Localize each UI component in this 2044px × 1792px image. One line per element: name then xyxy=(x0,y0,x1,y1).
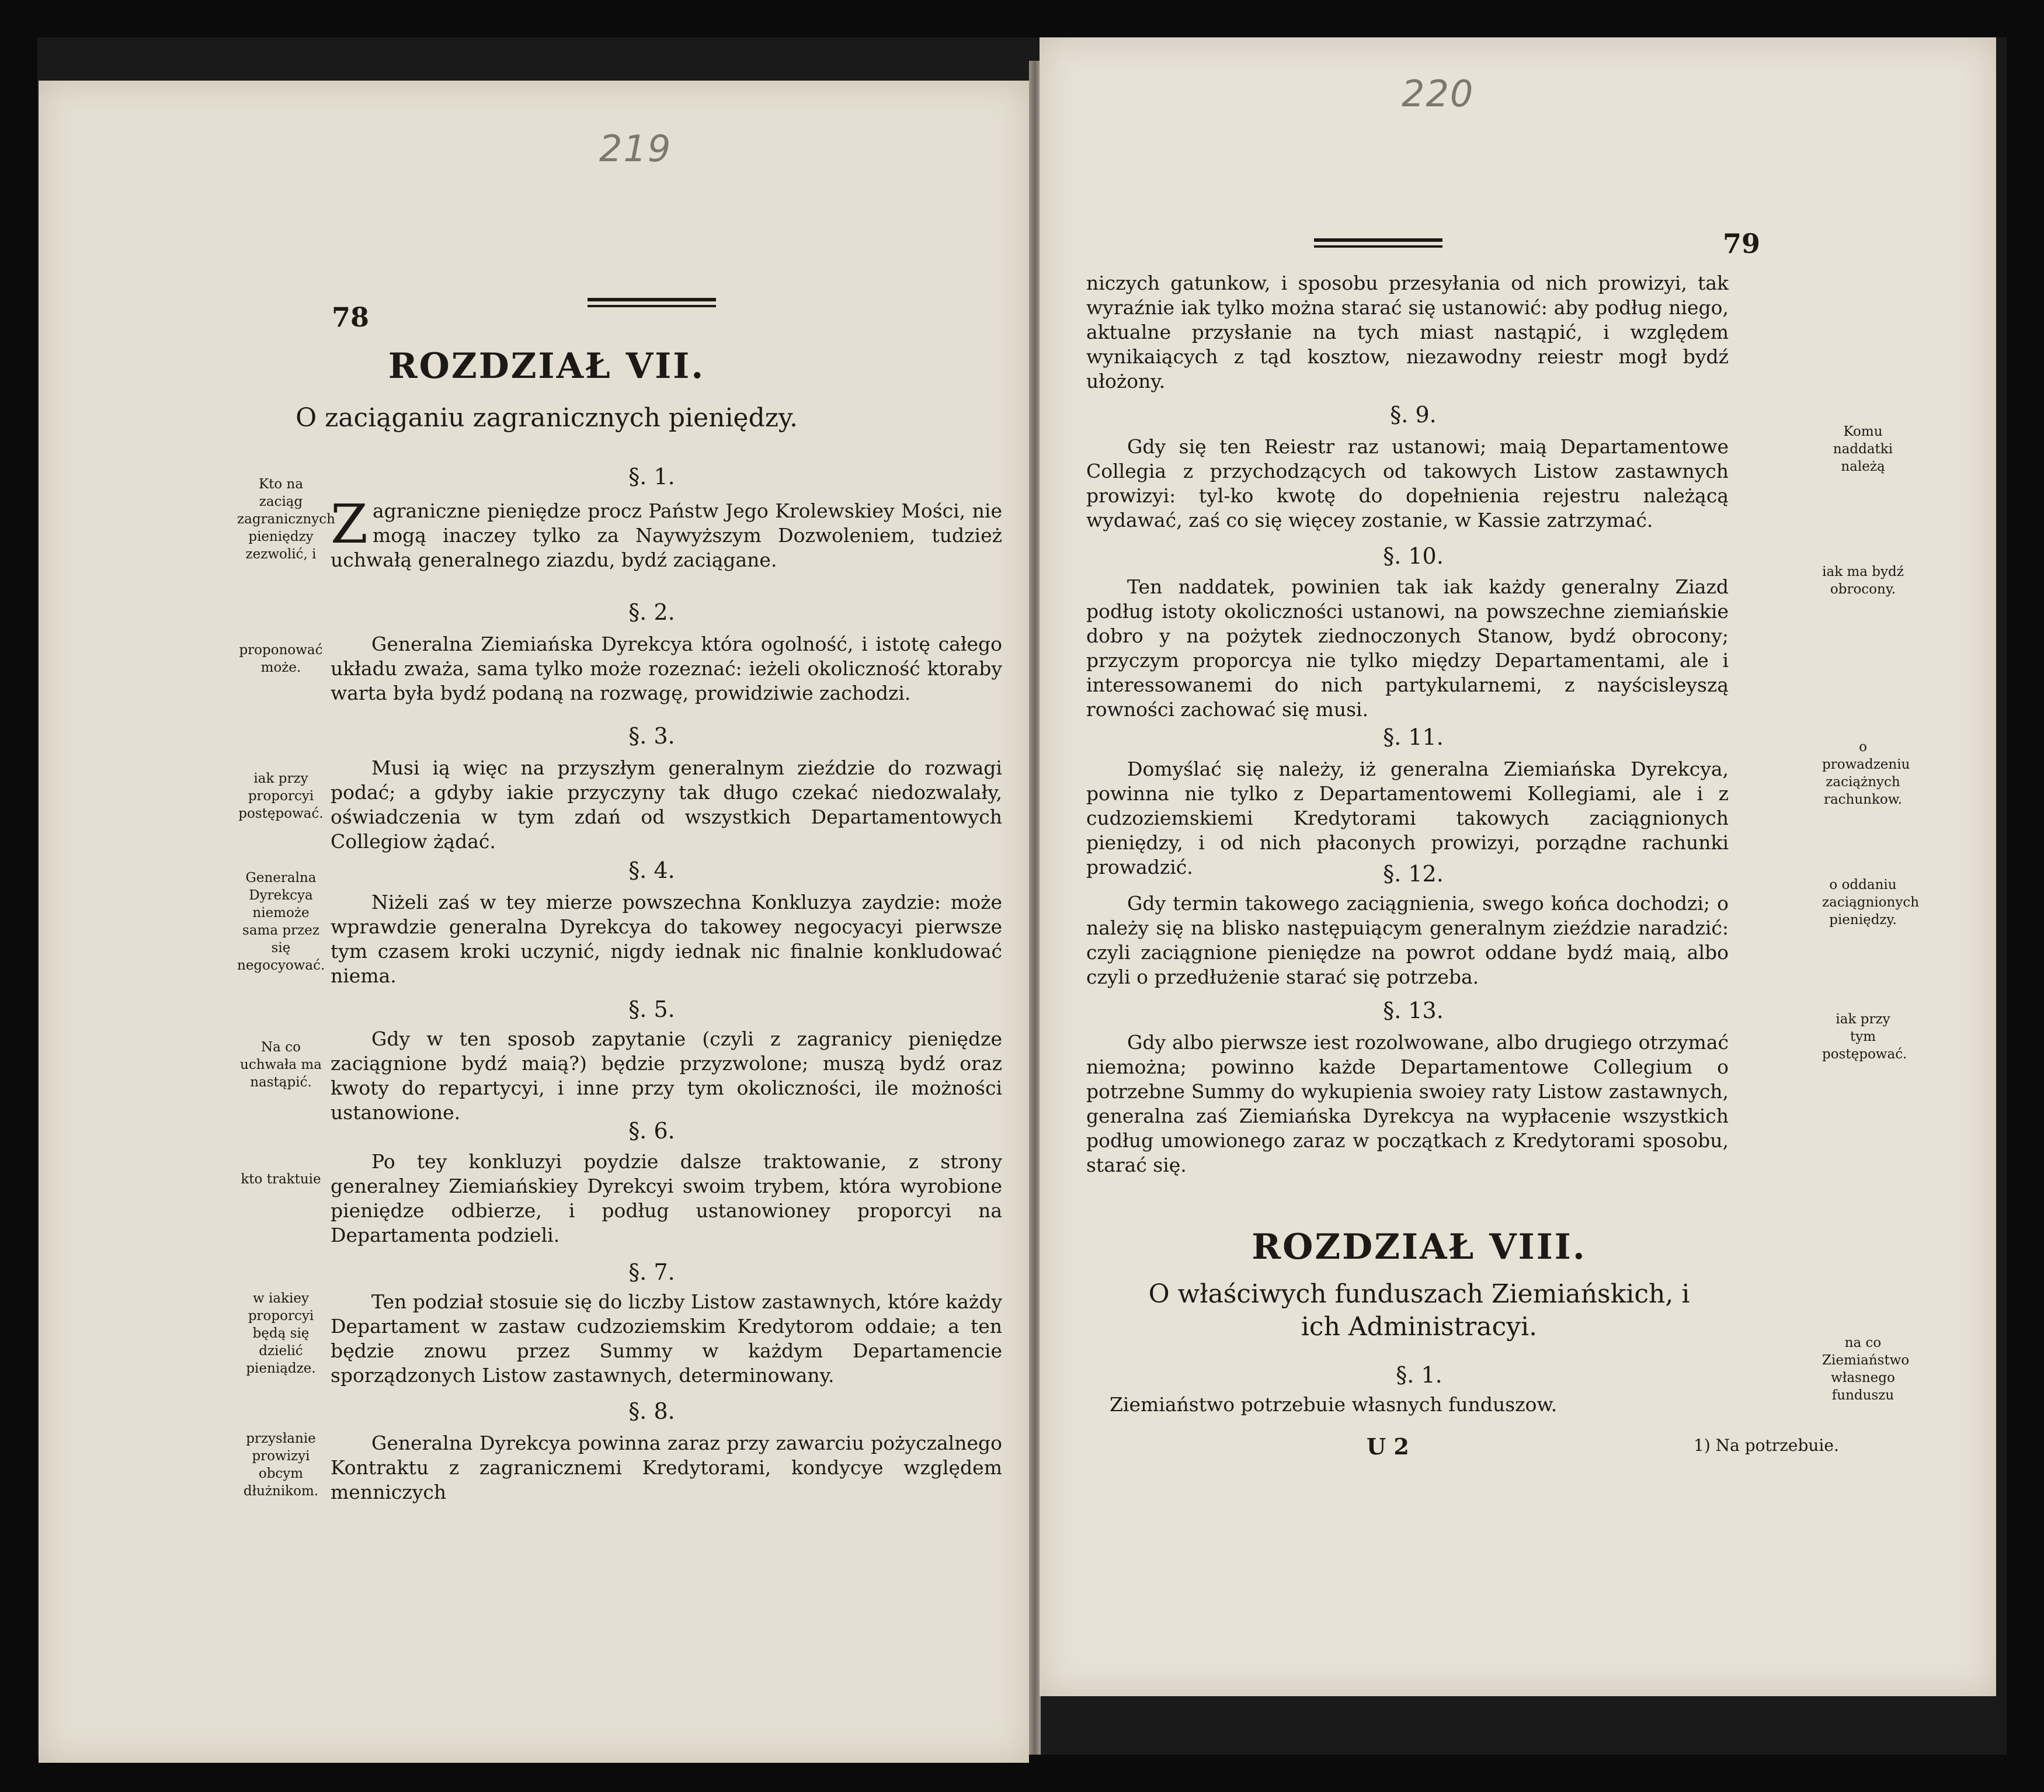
section-paragraph: Musi ią więc na przyszłym generalnym zieździe do rozwagi podać; a gdyby iakie przyczyny tak długo czekać niedozwalały, oświadczenia w tym zdań od wszystkich Departamentowych Collegiow żądać. xyxy=(331,756,1002,853)
margin-note: o prowadzeniu zaciążnych rachunkow. xyxy=(1822,739,1910,807)
left-header-rule xyxy=(588,298,716,307)
intro-paragraph: niczych gatunkow, i sposobu przesyłania od nich prowizyi, tak wyraźnie iak tylko można starać się ustanowić: aby podług niego, aktualne przysłanie na tych miast nastąpić, i względem wynikaiących z tąd kosztow, niezawodny reiestr mogł bydź ułożony. xyxy=(1086,272,1729,393)
section-mark: §. 2. xyxy=(628,599,675,625)
section-paragraph: Po tey konkluzyi poydzie dalsze traktowanie, z strony generalney Ziemiańskiey Dyrekcyi swoim trybem, która wyrobione pieniędze odbierze, i podług ustanowioney proporcyi na Departamenta podzieli. xyxy=(331,1150,1002,1246)
section-paragraph xyxy=(331,493,1002,572)
book-gutter xyxy=(1029,61,1041,1755)
section-mark: §. 8. xyxy=(628,1398,675,1424)
section-mark: §. 1. xyxy=(628,464,675,489)
right-handwritten-number: 220 xyxy=(1402,72,1475,115)
section-mark: §. 13. xyxy=(1383,998,1444,1023)
section-mark: §. 12. xyxy=(1383,861,1444,887)
book-spread xyxy=(37,37,2007,1755)
right-page-number: 79 xyxy=(1723,228,1761,259)
margin-note: kto traktuie xyxy=(241,1172,321,1187)
section-paragraph: Gdy termin takowego zaciągnienia, swego końca dochodzi; o należy się na blisko następuiącym generalnym zieździe naradzić: czyli zaciągnione pieniędze na powrot oddane bydź maią, albo czyli o przedłużenie starać się potrzeba. xyxy=(1086,892,1729,988)
margin-note: Na co uchwała ma nastąpić. xyxy=(240,1040,322,1090)
margin-note: Generalna Dyrekcya niemoże sama przez się negocyować. xyxy=(237,870,325,973)
right-page xyxy=(1040,37,1996,1696)
section-paragraph: Ten naddatek, powinien tak iak każdy generalny Ziazd podług istoty okoliczności ustanowi, na powszechne ziemiańskie dobro y na pożytek ziednoczonych Stanow, bydź obrocony; przyczym proporcya nie tylko między Departamentami, ale i interessowanemi do nich partykularnemi, z nayścisleyszą rowności zachować się musi. xyxy=(1086,575,1729,721)
left-handwritten-number: 219 xyxy=(599,127,672,170)
section-mark: §. 10. xyxy=(1383,543,1444,569)
section-paragraph: Ten podział stosuie się do liczby Listow zastawnych, które każdy Departament w zastaw cudzoziemskim Kredytorom oddaie; a ten będzie znowu przez Summy w każdym Departamencie sporządzonych Listow zastawnych, determinowany. xyxy=(331,1290,1002,1387)
section-mark: §. 1. xyxy=(1396,1362,1442,1388)
right-header-rule xyxy=(1314,238,1442,248)
section-mark: §. 11. xyxy=(1383,724,1444,750)
chapter-subtitle-viii: O właściwych funduszach Ziemiańskich, i ich Administracyi. xyxy=(1148,1279,1690,1342)
margin-note: Kto na zaciąg zagranicznych pieniędzy zezwolić, i xyxy=(237,477,335,562)
section-mark: §. 6. xyxy=(628,1118,675,1144)
final-paragraph: Ziemiaństwo potrzebuie własnych funduszow. xyxy=(1110,1393,1558,1416)
margin-note: iak ma bydź obrocony. xyxy=(1822,564,1904,597)
margin-note: Komu naddatki należą xyxy=(1833,424,1893,474)
paragraph-text: agraniczne pieniędze procz Państw Jego Krolewskiey Mości, nie mogą inaczey tylko za Naywyższym Dozwoleniem, tudzież uchwałą generalnego ziazdu, bydź zaciągane. xyxy=(331,499,1002,571)
margin-note: w iakiey proporcyi będą się dzielić pieniądze. xyxy=(246,1291,316,1376)
margin-note: proponować może. xyxy=(239,643,323,675)
chapter-subtitle: O zaciąganiu zagranicznych pieniędzy. xyxy=(296,403,798,433)
section-mark: §. 7. xyxy=(628,1259,675,1285)
section-mark: §. 4. xyxy=(628,857,675,883)
section-mark: §. 3. xyxy=(628,723,675,749)
left-page xyxy=(39,81,1029,1763)
margin-note: iak przy proporcyi postępować. xyxy=(238,771,324,821)
section-paragraph: Niżeli zaś w tey mierze powszechna Konkluzya zaydzie: może wprawdzie generalna Dyrekcya do takowey negocyacyi pierwsze tym czasem kroki uczynić, nigdy iednak nic finalnie konkludować niema. xyxy=(331,891,1002,987)
margin-note: o oddaniu zaciągnionych pieniędzy. xyxy=(1822,877,1920,928)
section-paragraph: Gdy w ten sposob zapytanie (czyli z zagranicy pieniędze zaciągnione bydź maią?) będzie przyzwolone; muszą bydź oraz kwoty do repartycyi, i inne przy tym okoliczności, ile możności ustanowione. xyxy=(331,1027,1002,1124)
section-mark: §. 9. xyxy=(1390,402,1437,428)
chapter-title: ROZDZIAŁ VII. xyxy=(388,346,705,387)
section-mark: §. 5. xyxy=(628,996,675,1022)
section-paragraph: Gdy się ten Reiestr raz ustanowi; maią Departamentowe Collegia z przychodzących od takowych Listow zastawnych prowizyi: tyl-ko kwotę do dopełnienia rejestru należącą wydawać, zaś co się więcey zostanie, w Kassie zatrzymać. xyxy=(1086,435,1729,532)
catchword: 1) Na potrzebuie. xyxy=(1694,1436,1839,1455)
chapter-title-viii: ROZDZIAŁ VIII. xyxy=(1252,1227,1587,1267)
margin-note: iak przy tym postępować. xyxy=(1822,1012,1907,1062)
section-paragraph: Generalna Ziemiańska Dyrekcya która ogolność, i istotę całego układu zważa, sama tylko może rozeznać: ieżeli okoliczność ktoraby warta była bydź podaną na rozwagę, prowidziwie zachodzi. xyxy=(331,633,1002,704)
section-paragraph: Gdy albo pierwsze iest rozolwowane, albo drugiego otrzymać niemożna; powinno każde Departamentowe Collegium o potrzebne Summy do wykupienia swoiey raty Listow zastawnych, generalna zaś Ziemiańska Dyrekcya na wypłacenie wszystkich podług umowionego zaraz w początkach z Kredytorami sposobu, starać się. xyxy=(1086,1031,1729,1176)
drop-cap: Z xyxy=(331,493,368,555)
left-page-number: 78 xyxy=(332,301,370,333)
section-paragraph: Generalna Dyrekcya powinna zaraz przy zawarciu pożyczalnego Kontraktu z zagranicznemi Kredytorami, kondycye względem menniczych xyxy=(331,1432,1002,1503)
margin-note: przysłanie prowizyi obcym dłużnikom. xyxy=(243,1431,319,1499)
margin-note: na co Ziemiaństwo własnego funduszu xyxy=(1822,1335,1910,1403)
section-paragraph: Domyślać się należy, iż generalna Ziemiańska Dyrekcya, powinna nie tylko z Departamentowemi Kollegiami, ale i z cudzoziemskiemi Kredytorami takowych zaciągnionych pieniędzy, i od nich płaconych prowizyi, porządne rachunki prowadzić. xyxy=(1086,758,1729,878)
signature-mark: U 2 xyxy=(1367,1433,1409,1460)
